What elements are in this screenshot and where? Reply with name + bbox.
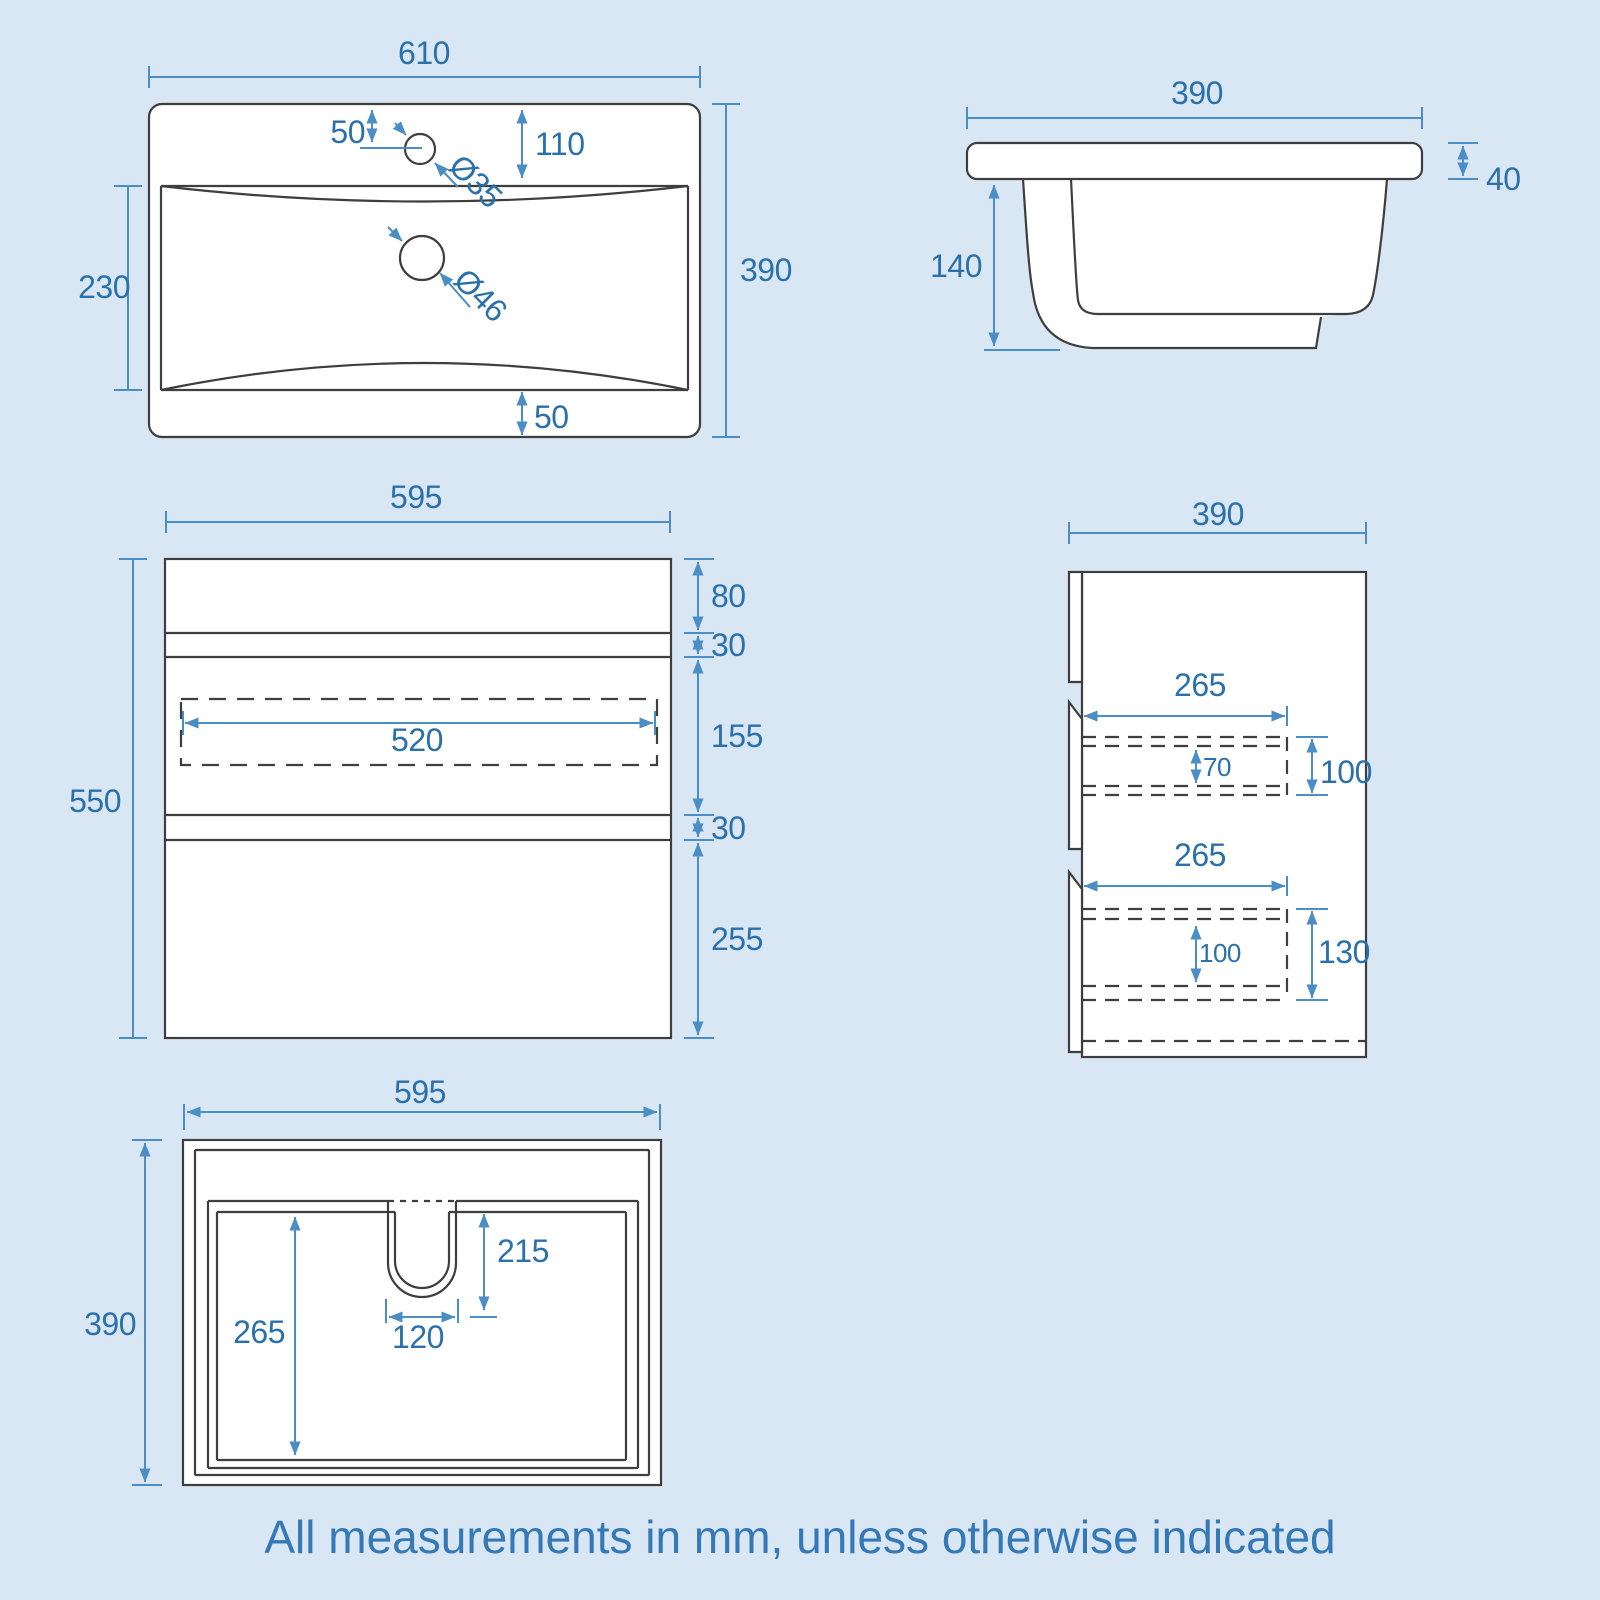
waste-hole-dia-label: Ø46 xyxy=(447,261,515,329)
section-top-label: 80 xyxy=(711,578,746,614)
section-gap2-label: 30 xyxy=(711,810,746,846)
tap-inset-label: 110 xyxy=(535,126,585,162)
section-middle-label: 155 xyxy=(711,718,763,754)
basin-depth-label: 390 xyxy=(740,252,792,288)
drawer1-height-label: 100 xyxy=(1320,754,1372,790)
cabinet-side-outline xyxy=(1082,572,1366,1057)
basin-outline xyxy=(149,104,700,437)
side-depth-label: 390 xyxy=(1171,75,1223,111)
cutout-width-label: 120 xyxy=(392,1319,444,1355)
side-cabinet-depth-label: 390 xyxy=(1192,496,1244,532)
section-gap1-label: 30 xyxy=(711,627,746,663)
basin-rim-profile xyxy=(967,143,1422,179)
caption: All measurements in mm, unless otherwise indicated xyxy=(264,1511,1336,1563)
front-width-label: 595 xyxy=(390,479,442,515)
plan-inner-depth-label: 265 xyxy=(233,1314,285,1350)
drawer-front-profiles xyxy=(1069,572,1082,1052)
cabinet-side-view xyxy=(1069,496,1372,1057)
drawer2-height-label: 130 xyxy=(1318,934,1370,970)
bowl-height-label: 140 xyxy=(930,248,982,284)
cutout-depth-label: 215 xyxy=(497,1233,549,1269)
bowl-depth-label: 230 xyxy=(78,269,130,305)
recess-width-label: 520 xyxy=(391,722,443,758)
drawer2-depth-label: 265 xyxy=(1174,837,1226,873)
plan-depth-label: 390 xyxy=(84,1306,136,1342)
plan-width-label: 595 xyxy=(394,1074,446,1110)
section-bottom-label: 255 xyxy=(711,921,763,957)
drawer1-clearance-label: 70 xyxy=(1203,752,1231,782)
cabinet-front-outline xyxy=(165,559,671,1038)
tap-hole-dia-label: Ø35 xyxy=(442,147,510,215)
cabinet-plan-outline xyxy=(183,1140,661,1485)
basin-width-label: 610 xyxy=(398,35,450,71)
front-height-label: 550 xyxy=(69,783,121,819)
drawer1-depth-label: 265 xyxy=(1174,667,1226,703)
rim-height-label: 40 xyxy=(1486,161,1521,197)
tap-offset-label: 50 xyxy=(330,114,365,150)
drawer2-clearance-label: 100 xyxy=(1199,938,1241,968)
front-rim-label: 50 xyxy=(534,399,569,435)
cabinet-front-view xyxy=(69,479,763,1038)
